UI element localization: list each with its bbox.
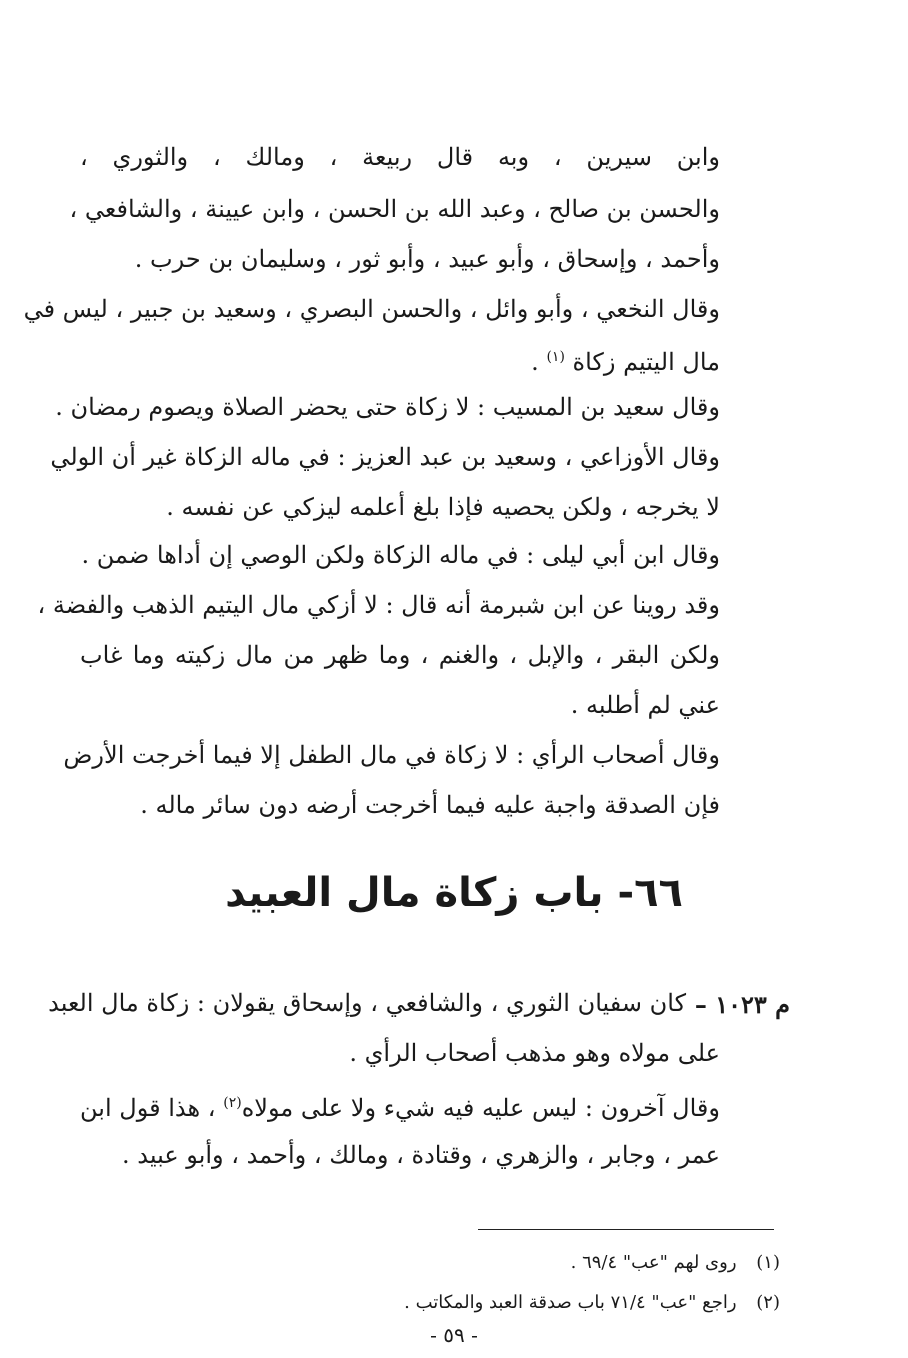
entry-line: على مولاه وهو مذهب أصحاب الرأي . [349,1039,720,1067]
footnote-text: روى لهم "عب" ٦٩/٤ . [570,1252,737,1273]
body-line: وقال أصحاب الرأي : لا زكاة في مال الطفل إلا فيما أخرجت الأرض [63,741,720,769]
footnote [571,1250,780,1276]
entry-line: عمر ، وجابر ، والزهري ، وقتادة ، ومالك ، وأحمد ، وأبو عبيد . [122,1141,720,1169]
body-line: ولكن البقر ، والإبل ، والغنم ، وما ظهر من مال زكيته وما غاب [80,641,720,669]
page-number: - ٥٩ - [430,1323,478,1347]
footnote-text: راجع "عب" ٧١/٤ باب صدقة العبد والمكاتب . [404,1292,737,1313]
footnote-number: (٢) [756,1292,780,1313]
body-line: وأحمد ، وإسحاق ، وأبو عبيد ، وأبو ثور ، وسليمان بن حرب . [134,245,720,273]
body-line: وقال ابن أبي ليلى : في ماله الزكاة ولكن الوصي إن أداها ضمن . [81,541,720,569]
body-line [531,340,720,379]
body-line: وقال سعيد بن المسيب : لا زكاة حتى يحضر الصلاة ويصوم رمضان . [55,393,720,421]
entry-line [80,1086,720,1125]
body-line: وقد روينا عن ابن شبرمة أنه قال : لا أزكي مال اليتيم الذهب والفضة ، [37,591,720,619]
footnote-ref-2: (٢) [223,1095,242,1111]
body-line: وقال الأوزاعي ، وسعيد بن عبد العزيز : في ماله الزكاة غير أن الولي [50,443,720,471]
entry-line: كان سفيان الثوري ، والشافعي ، وإسحاق يقولان : زكاة مال العبد [48,989,686,1017]
footnote-ref-1: (١) [546,349,565,365]
body-line: وابن سيرين ، وبه قال ربيعة ، ومالك ، والثوري ، [80,143,720,171]
entry-line-text: ، هذا قول ابن [80,1094,216,1122]
body-line: وقال النخعي ، وأبو وائل ، والحسن البصري ، وسعيد بن جبير ، ليس في [23,295,720,323]
body-line: فإن الصدقة واجبة عليه فيما أخرجت أرضه دون سائر ماله . [140,791,720,819]
period: . [531,348,539,376]
footnote-number: (١) [756,1252,780,1273]
body-line-text: مال اليتيم زكاة [572,348,720,376]
body-line: لا يخرجه ، ولكن يحصيه فإذا بلغ أعلمه ليزكي عن نفسه . [166,493,720,521]
footnote [404,1290,780,1316]
body-line: والحسن بن صالح ، وعبد الله بن الحسن ، وابن عيينة ، والشافعي ، [69,195,720,223]
body-line: عني لم أطلبه . [570,691,720,719]
section-heading: ٦٦- باب زكاة مال العبيد [225,870,683,916]
entry-marker: م ١٠٢٣ – [694,990,790,1019]
entry-line-text: وقال آخرون : ليس عليه فيه شيء ولا على مولاه [241,1094,720,1122]
footnote-divider [478,1229,774,1230]
